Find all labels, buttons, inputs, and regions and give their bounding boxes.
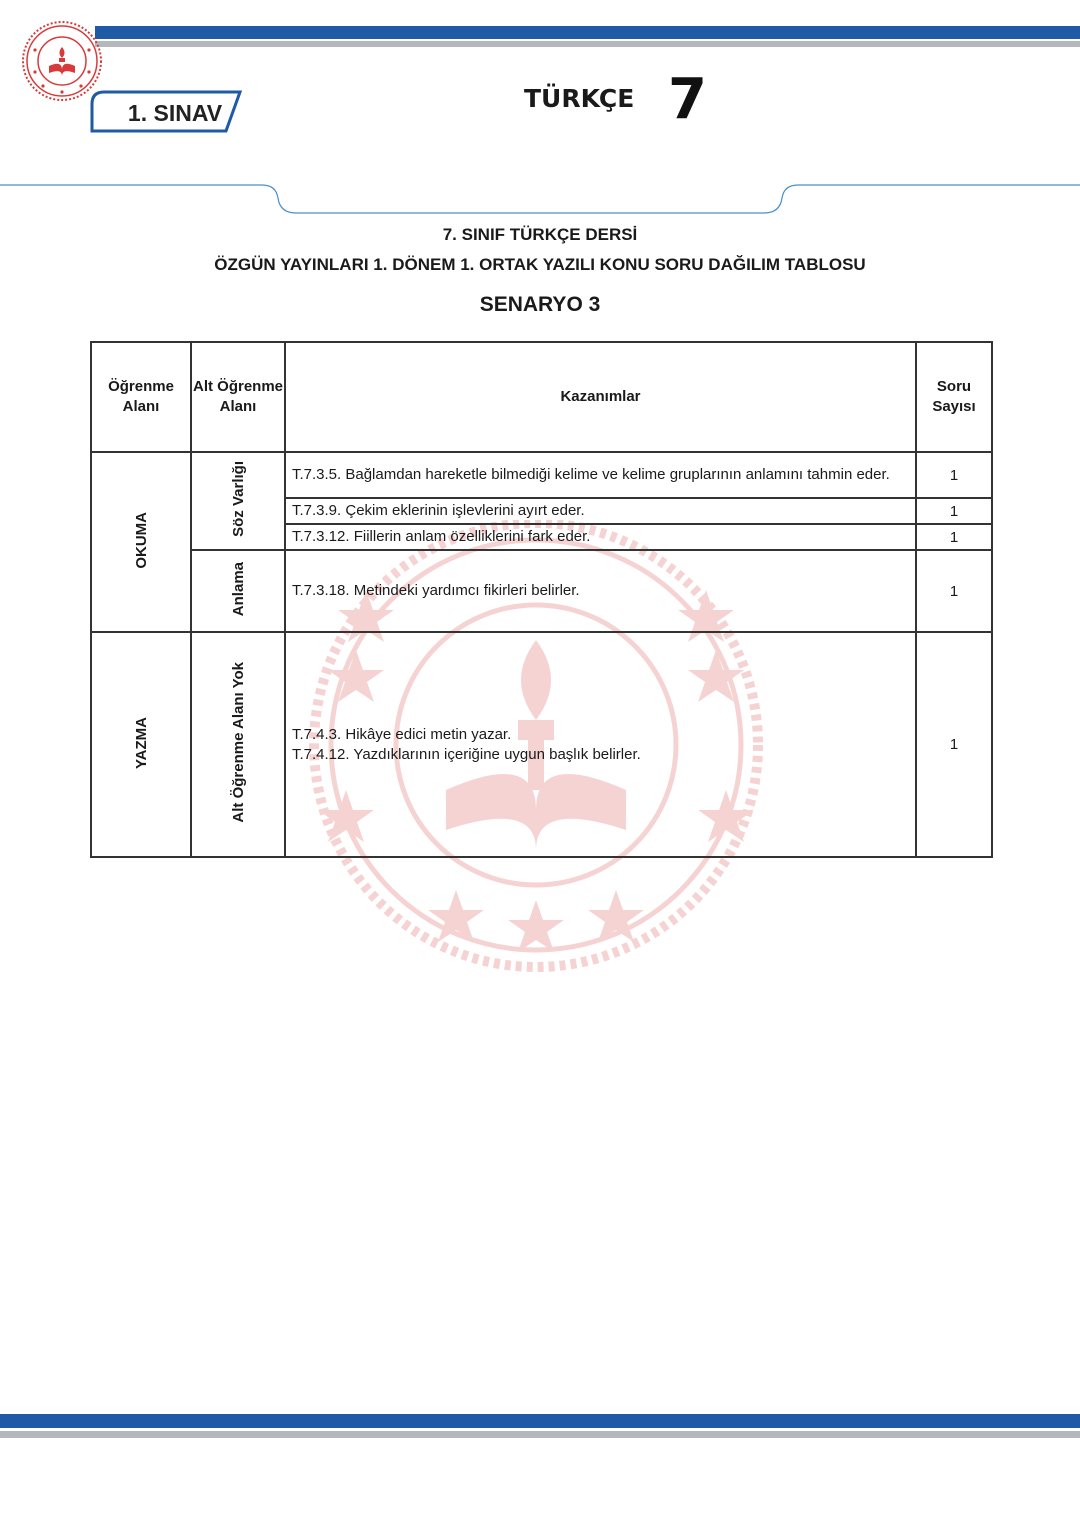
- top-band-blue: [95, 26, 1080, 39]
- header-sub-area: Alt Öğrenme Alanı: [191, 342, 285, 452]
- outcome-text: T.7.3.9. Çekim eklerinin işlevlerini ayırt eder.: [285, 498, 916, 524]
- question-count: 1: [916, 452, 992, 498]
- bottom-band-blue: [0, 1414, 1080, 1428]
- header-outcomes: Kazanımlar: [285, 342, 916, 452]
- subject-title: TÜRKÇE: [524, 84, 635, 113]
- table-title: ÖZGÜN YAYINLARI 1. DÖNEM 1. ORTAK YAZILI KONU SORU DAĞILIM TABLOSU: [214, 255, 866, 274]
- table-header-row: [91, 342, 992, 452]
- top-band-gray: [95, 41, 1080, 47]
- area-yazma: YAZMA: [91, 632, 191, 857]
- table-row: [91, 550, 992, 632]
- question-count: 1: [916, 524, 992, 550]
- outcome-text: T.7.3.12. Fiillerin anlam özelliklerini fark eder.: [285, 524, 916, 550]
- exam-label: 1. SINAV: [127, 100, 223, 126]
- scenario-title: SENARYO 3: [479, 293, 601, 316]
- question-count: 1: [916, 498, 992, 524]
- sub-area-none: Alt Öğrenme Alanı Yok: [191, 632, 285, 857]
- outcome-line: T.7.4.12. Yazdıklarının içeriğine uygun başlık belirler.: [292, 745, 641, 763]
- bottom-band-gray: [0, 1431, 1080, 1438]
- question-count: 1: [916, 550, 992, 632]
- course-title: 7. SINIF TÜRKÇE DERSİ: [442, 225, 638, 244]
- sub-area-soz-varligi: Söz Varlığı: [191, 452, 285, 550]
- outcome-line: T.7.4.3. Hikâye edici metin yazar.: [292, 725, 512, 743]
- table-row: [91, 632, 992, 857]
- question-count: 1: [916, 632, 992, 857]
- sub-area-anlama: Anlama: [191, 550, 285, 632]
- header-divider: [0, 180, 1080, 220]
- outcome-text: [285, 632, 916, 857]
- outcome-text: T.7.3.18. Metindeki yardımcı fikirleri belirler.: [285, 550, 916, 632]
- header-count: Soru Sayısı: [916, 342, 992, 452]
- area-okuma: OKUMA: [91, 452, 191, 632]
- grade-number: 7: [668, 67, 707, 132]
- distribution-table: [90, 341, 993, 858]
- header-area: Öğrenme Alanı: [91, 342, 191, 452]
- outcome-text: T.7.3.5. Bağlamdan hareketle bilmediği kelime ve kelime gruplarının anlamını tahmin eder.: [285, 452, 916, 498]
- table-row: [91, 452, 992, 498]
